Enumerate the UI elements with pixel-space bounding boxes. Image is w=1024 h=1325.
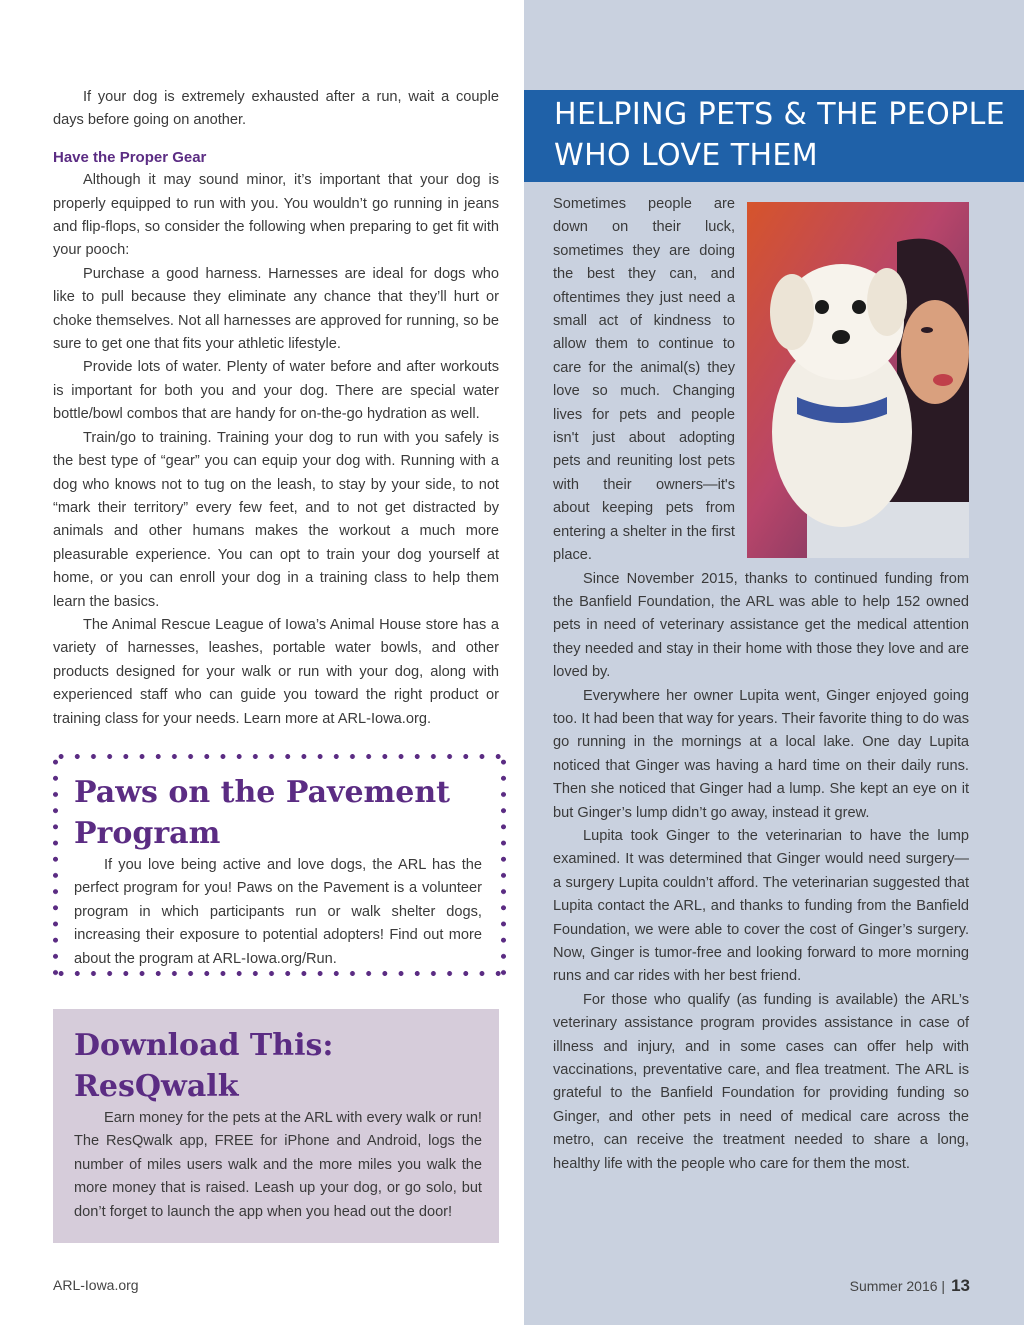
footer-issue: [850, 1276, 970, 1296]
section-subheading: Have the Proper Gear: [53, 148, 207, 166]
article-paragraph: If your dog is extremely exhausted after a run, wait a couple days before going on another.: [53, 89, 499, 129]
dotted-border-bottom: [53, 971, 506, 976]
resqwalk-title: Download This: ResQwalk: [74, 1028, 334, 1104]
sidebar-paragraph: Since November 2015, thanks to continued funding from the Banfield Foundation, the ARL was able to help 152 owned pets in need of veterinary assistance get the medical attention they needed and stay in their home with those they love and are loved by.: [553, 570, 969, 681]
paws-program-title: Paws on the Pavement Program: [74, 775, 451, 851]
dotted-border-left: [53, 754, 58, 976]
footer-website: ARL-Iowa.org: [53, 1277, 139, 1293]
left-article-column: [53, 86, 499, 731]
sidebar-paragraph: Lupita took Ginger to the veterinarian to have the lump examined. It was determined that Ginger would need surgery—a surgery Lupita couldn’t afford. The veterinarian suggested that Lupita contact the ARL, and thanks to funding from the Banfield Foundation, we were able to cover the cost of Ginger’s surgery. Now, Ginger is tumor-free and looking forward to more morning runs and car rides with her best friend.: [553, 827, 969, 985]
issue-label: Summer 2016 |: [849, 1278, 946, 1294]
article-paragraph: Train/go to training. Training your dog to run with you safely is the best type of “gear” you can equip your dog with. Running with a dog who knows not to tug on the leash, to stay by your side, to not “mark their territory” every few feet, and to not get distracted by animals and other humans makes the workout a much more pleasurable experience. You can opt to train your dog yourself at home, or you can enroll your dog in a training class to help them learn the basics.: [53, 429, 499, 610]
page-number: 13: [951, 1276, 970, 1295]
sidebar-paragraph: Everywhere her owner Lupita went, Ginger enjoyed going too. It had been that way for years. Their favorite thing to do was go running in the mornings at a local lake. One day Lupita noticed that Ginger was having a hard time on their daily runs. Then she noticed that Ginger had a lump. She kept an eye on it but Ginger’s lump didn’t go away, instead it grew.: [553, 687, 969, 821]
sidebar-article-column: [553, 193, 969, 1176]
banner-title: HELPING PETS & THE PEOPLE WHO LOVE THEM: [554, 97, 1006, 173]
paws-program-text: If you love being active and love dogs, the ARL has the perfect program for you! Paws on the Pavement is a volunteer program in which participants run or walk shelter dogs, increasing their exposure to potential adopters! Find out more about the program at ARL-Iowa.org/Run.: [74, 857, 482, 967]
dotted-border-top: [53, 754, 506, 759]
article-paragraph: Purchase a good harness. Harnesses are ideal for dogs who like to pull because they eliminate any chance that they’ll hurt or choke themselves. Not all harnesses are approved for running, so be sure to get one that fits your athletic lifestyle.: [53, 265, 499, 353]
dog-and-owner-photo: [747, 202, 969, 558]
article-paragraph: Provide lots of water. Plenty of water before and after workouts is important for both you and your dog. There are special water bottle/bowl combos that are handy for on-the-go hydration as well.: [53, 359, 499, 423]
article-paragraph: Although it may sound minor, it’s important that your dog is properly equipped to run with you. You wouldn’t go running in jeans and flip-flops, so consider the following when preparing to get fit with your pooch:: [53, 172, 499, 259]
resqwalk-box: [53, 1009, 499, 1243]
paws-program-box: [53, 754, 506, 976]
resqwalk-text: Earn money for the pets at the ARL with every walk or run! The ResQwalk app, FREE for iPhone and Android, logs the number of miles users walk and the more miles you walk the more money that is raised. Leash up your dog, or go solo, but don’t forget to launch the app when you head out the door!: [74, 1110, 482, 1220]
article-paragraph: The Animal Rescue League of Iowa’s Animal House store has a variety of harnesses, leashes, portable water bowls, and other products designed for your walk or run with your dog, along with experienced staff who can guide you toward the right product or training class for your needs. Learn more at ARL-Iowa.org.: [53, 616, 499, 727]
sidebar-paragraph: For those who qualify (as funding is available) the ARL’s veterinary assistance program provides assistance in case of illness and injury, and in some cases can offer help with vaccinations, preventative care, and flea treatment. The ARL is grateful to the Banfield Foundation for providing funding so Ginger, and other pets in need of medical care across the metro, can receive the treatment needed to share a long, healthy life with the people who care for them the most.: [553, 991, 969, 1172]
photo-illustration: [747, 202, 969, 558]
sidebar-banner: [524, 90, 1024, 182]
sidebar-paragraph: Sometimes people are down on their luck, sometimes they are doing the best they can, and oftentimes they just need a small act of kindness to allow them to continue to care for the animal(s) they love so much. Changing lives for pets and people isn't just about adopting pets and reuniting lost pets with their owners—it's about keeping pets from entering a shelter in the first place.: [553, 196, 735, 564]
dotted-border-right: [501, 754, 506, 976]
